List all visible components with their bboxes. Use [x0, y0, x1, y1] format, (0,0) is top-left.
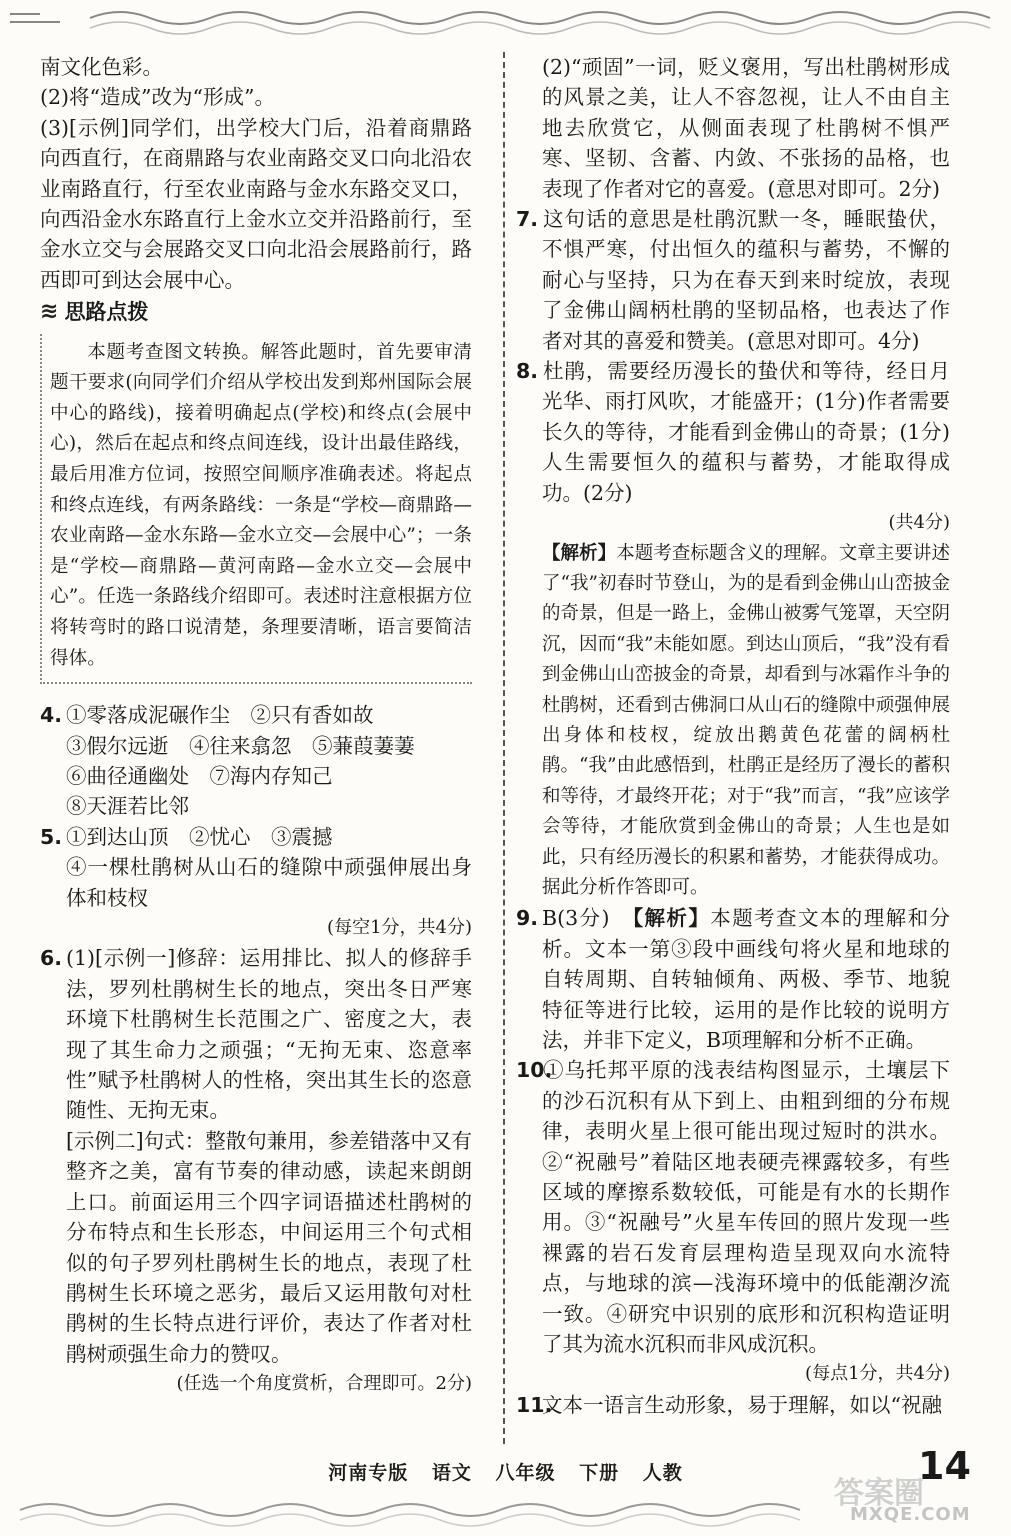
- score-note: (共4分): [888, 512, 950, 534]
- question-number: 9.: [516, 906, 539, 931]
- analysis-text: 本题考查文本的理解和分析。文本一第③段中画线句将火星和地球的自转周期、自转轴倾角、两极、季节、地貌特征等进行比较，运用的是作比较的说明方法，并非下定义，B项理解和分析不正确。: [542, 906, 951, 1052]
- question-9: [516, 903, 950, 1055]
- question-6-continued: [516, 52, 950, 204]
- tip-heading: [40, 297, 472, 327]
- answer-line: 南文化色彩。: [40, 55, 163, 79]
- answer-paragraph: 这句话的意思是杜鹃沉默一冬，睡眠蛰伏，不惧严寒，付出恒久的蕴积与蓄势，不懈的耐心与坚持，只为在春天到来时绽放，表现了金佛山阔柄杜鹃的坚韧品格，也表达了作者对其的喜爱和赞美。(意思对即可。4分): [542, 207, 950, 353]
- answer-line: ③假尔远逝 ④往来翕忽 ⑤蒹葭萋萋: [66, 733, 415, 758]
- footer-edition: 河南专版: [328, 1462, 409, 1484]
- score-note: (每点1分，共4分): [805, 1363, 950, 1385]
- answer-line: ⑧天涯若比邻: [66, 794, 189, 819]
- answer-paragraph: (3)[示例]同学们，出学校大门后，沿着商鼎路向西直行，在商鼎路与农业南路交叉口向北沿农业南路直行，行至农业南路与金水东路交叉口，向西沿金水东路直行上金水立交并沿路前行，至金水立交与会展路交叉口向北沿会展路前行，路西即可到达会展中心。: [40, 115, 472, 292]
- footer-grade: 八年级: [495, 1462, 556, 1484]
- footer-publisher: 人教: [642, 1462, 683, 1484]
- answer-line: ①到达山顶 ②忧心 ③震撼: [66, 824, 333, 849]
- analysis-text: 本题考查标题含义的理解。文章主要讲述了“我”初春时节登山，为的是看到金佛山山峦披金的奇景，但是一路上，金佛山被雾气笼罩，天空阴沉，因而“我”未能如愿。到达山顶后，“我”没有看到金佛山山峦披金的奇景，却看到与冰霜作斗争的杜鹃树，还看到古佛洞口从山石的缝隙中顽强伸展出身体和枝杈，绽放出鹅黄色花蕾的阔柄杜鹃。“我”由此感悟到，杜鹃正是经历了漫长的蓄积和等待，才最终开花；对于“我”而言，“我”应该学会等待，才能欣赏到金佛山的奇景；人生也是如此，只有经历漫长的积累和蓄势，才能获得成功。据此分析作答即可。: [542, 542, 950, 898]
- question-number: 7.: [516, 207, 539, 232]
- question-number: 11.: [516, 1392, 553, 1417]
- question-number: 6.: [40, 946, 63, 971]
- answer-paragraph: 杜鹃，需要经历漫长的蛰伏和等待，经日月光华、雨打风吹，才能盛开；(1分)作者需要长久的等待，才能看到金佛山的奇景；(1分)人生需要恒久的蕴积与蓄势，才能取得成功。(2分): [542, 359, 950, 505]
- answer-line: ①零落成泥碾作尘 ②只有香如故: [66, 703, 374, 728]
- footer-volume: 下册: [579, 1462, 620, 1484]
- bottom-wave-decoration: [0, 1490, 820, 1536]
- footer-subject: 语文: [431, 1462, 472, 1484]
- page-number: 14: [918, 1444, 971, 1488]
- question-4: [40, 700, 472, 822]
- top-wave-decoration: [0, 0, 1011, 40]
- question-7: [516, 204, 950, 356]
- analysis-tag: 【解析】: [632, 906, 711, 931]
- answer-line: ⑥曲径通幽处 ⑦海内存知己: [66, 764, 333, 788]
- question-10: [516, 1055, 950, 1389]
- tip-title: 思路点拨: [64, 300, 149, 325]
- question-number: 5.: [40, 824, 63, 849]
- answer-paragraph: [示例二]句式：整散句兼用，参差错落中又有整齐之美，富有节奏的律动感，读起来朗朗上口。前面运用三个四字词语描述杜鹃树的分布特点和生长形态，中间运用三个句式相似的句子罗列杜鹃树生长的地点，表现了杜鹃树生长环境之恶劣，最后又运用散句对杜鹃树的生长特点进行评价，表达了作者对杜鹃树顽强生命力的赞叹。: [66, 1128, 472, 1366]
- right-column: [516, 52, 950, 1420]
- answer-paragraph: ①乌托邦平原的浅表结构图显示，土壤层下的沙石沉积有从下到上、由粗到细的分布规律，表明火星上很可能出现过短时的洪水。②“祝融号”着陆区地表硬壳裸露较多，有些区域的摩擦系数较低，可能是有水的长期作用。③“祝融号”火星车传回的照片发现一些裸露的岩石发育层理构造呈现双向水流特点，与地球的滨—浅海环境中的低能潮汐流一致。④研究中识别的底形和沉积构造证明了其为流水沉积而非风成沉积。: [542, 1058, 950, 1357]
- watermark-url: MXQE.COM: [850, 1504, 971, 1525]
- question-5: [40, 822, 472, 944]
- question-6: [40, 943, 472, 1399]
- answer-line: (2)将“造成”改为“形成”。: [40, 85, 275, 110]
- question-8: [516, 356, 950, 903]
- tip-body: 本题考查图文转换。解答此题时，首先要审清题干要求(向同学们介绍从学校出发到郑州国际会展中心的路线)，接着明确起点(学校)和终点(会展中心)，然后在起点和终点间连线，设计出最佳路线，最后用准方位词，按照空间顺序准确表述。将起点和终点连线，有两条路线：一条是“学校—商鼎路—农业南路—金水东路—金水立交—会展中心”；一条是“学校—商鼎路—黄河南路—金水立交—会展中心”。任选一条路线介绍即可。表述时注意根据方位将转弯时的路口说清楚，条理要清晰，语言要简洁得体。: [40, 334, 472, 685]
- score-note: (每空1分，共4分): [327, 917, 472, 939]
- question-number: 8.: [516, 359, 539, 384]
- analysis-tag: 【解析】: [542, 542, 617, 564]
- score-note: (任选一个角度赏析，合理即可。2分): [176, 1373, 472, 1395]
- answer-paragraph: 文本一语言生动形象，易于理解，如以“祝融: [542, 1392, 942, 1417]
- question-number: 10.: [516, 1058, 553, 1083]
- answer-paragraph: (2)“顽固”一词，贬义褒用，写出杜鹃树形成的风景之美，让人不容忽视，让人不由自主地去欣赏它，从侧面表现了杜鹃树不惧严寒、坚韧、含蓄、内敛、不张扬的品格，也表现了作者对它的喜爱。(意思对即可。2分): [542, 55, 950, 201]
- watermark-logo: 答案圈: [834, 1476, 924, 1511]
- question-number: 4.: [40, 703, 63, 728]
- question-11: [516, 1390, 950, 1420]
- answer-line: ④一棵杜鹃树从山石的缝隙中顽强伸展出身体和枝杈: [66, 855, 472, 910]
- answer-choice: B(3分): [542, 906, 610, 931]
- answer-paragraph: (1)[示例一]修辞：运用排比、拟人的修辞手法，罗列杜鹃树生长的地点，突出冬日严寒环境下杜鹃树生长范围之广、密度之大，表现了其生命力之顽强；“无拘无束、恣意率性”赋予杜鹃树人的性格，突出其生长的恣意随性、无拘无束。: [66, 946, 472, 1123]
- left-column: [40, 52, 472, 1400]
- column-divider: [503, 52, 505, 1444]
- wave-lines-icon: ≋: [40, 299, 59, 325]
